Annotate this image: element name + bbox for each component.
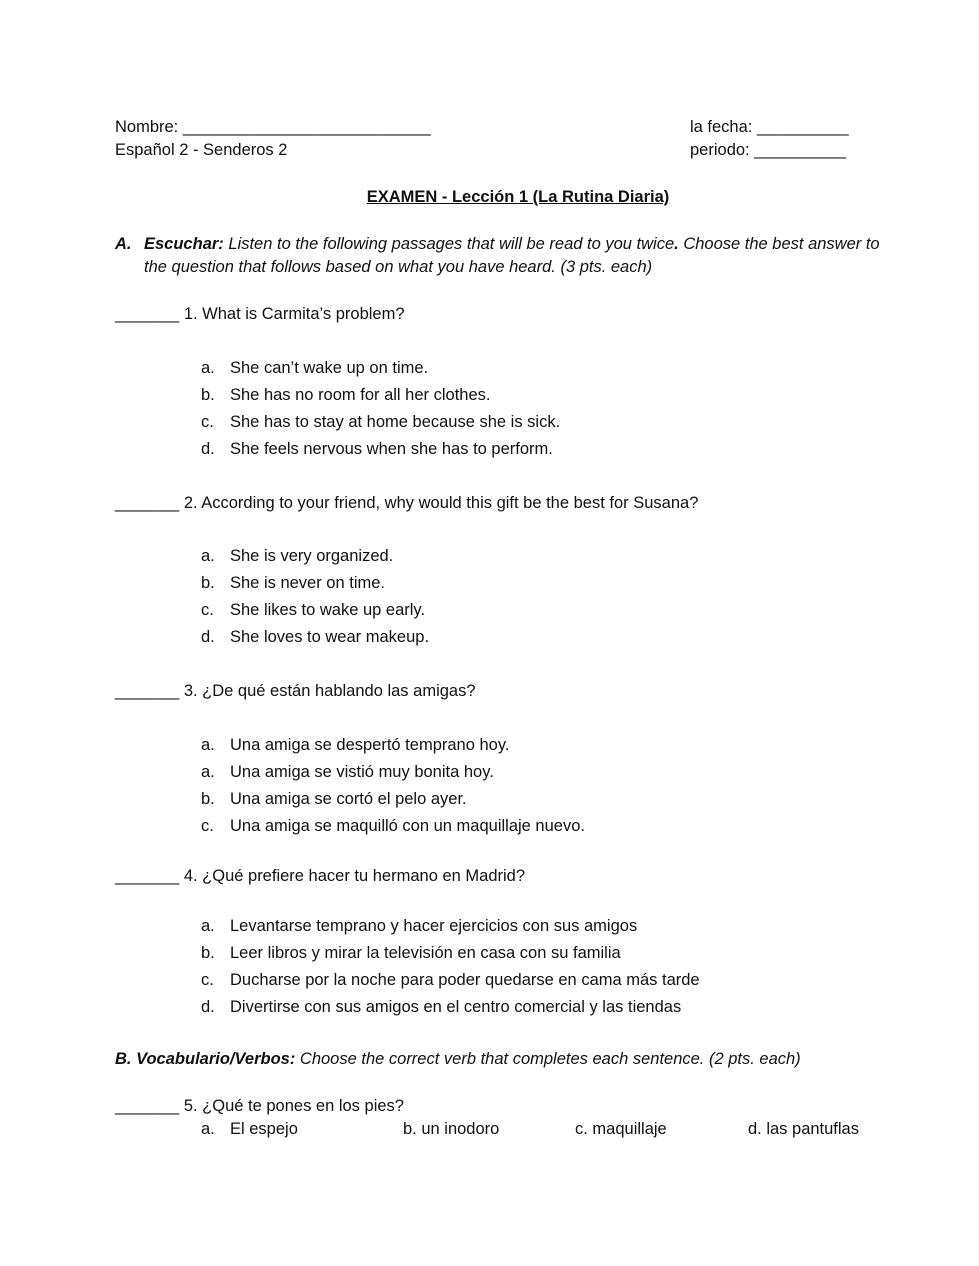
q2-option-text: She likes to wake up early.	[230, 601, 426, 619]
section-a-instructions-dot: .	[674, 235, 679, 253]
q3-option-text: Una amiga se vistió muy bonita hoy.	[230, 763, 494, 781]
q3-option-letter: c.	[201, 817, 214, 835]
q2-option-text: She loves to wear makeup.	[230, 628, 430, 646]
q4-option-text: Leer libros y mirar la televisión en casa con su familia	[230, 944, 621, 962]
section-a-instructions-line2: the question that follows based on what you have heard. (3 pts. each)	[144, 258, 653, 276]
q3-option-letter: a.	[201, 736, 215, 754]
q5-option-b: b. un inodoro	[403, 1120, 500, 1138]
question-2: _______ 2. According to your friend, why would this gift be the best for Susana?	[115, 494, 699, 512]
section-a-marker: A.	[115, 235, 132, 253]
q5-option-letter: a.	[201, 1120, 215, 1138]
q3-option-text: Una amiga se despertó temprano hoy.	[230, 736, 510, 754]
q1-option-letter: a.	[201, 359, 215, 377]
exam-title: EXAMEN - Lección 1 (La Rutina Diaria)	[366, 188, 670, 206]
q1-option-text: She has no room for all her clothes.	[230, 386, 491, 404]
q4-option-letter: c.	[201, 971, 214, 989]
section-b-instructions-text: Choose the correct verb that completes each sentence. (2 pts. each)	[295, 1050, 801, 1068]
name-field-label: Nombre: ___________________________	[115, 118, 431, 136]
q1-option-letter: d.	[201, 440, 215, 458]
q2-option-text: She is very organized.	[230, 547, 394, 565]
q2-option-letter: d.	[201, 628, 215, 646]
section-a-instructions-line1	[144, 233, 880, 256]
q1-option-letter: c.	[201, 413, 214, 431]
section-a-instructions-part1: Listen to the following passages that will be read to you twice	[223, 235, 675, 253]
q4-option-letter: a.	[201, 917, 215, 935]
q1-option-text: She has to stay at home because she is sick.	[230, 413, 561, 431]
q3-option-letter: b.	[201, 790, 215, 808]
section-b-instructions	[115, 1048, 801, 1071]
q4-option-text: Levantarse temprano y hacer ejercicios con sus amigos	[230, 917, 638, 935]
question-4: _______ 4. ¿Qué prefiere hacer tu hermano en Madrid?	[115, 867, 526, 885]
q3-option-letter: a.	[201, 763, 215, 781]
q3-option-text: Una amiga se maquilló con un maquillaje nuevo.	[230, 817, 585, 835]
section-a-instructions-part2: Choose the best answer to	[678, 235, 880, 253]
q3-option-text: Una amiga se cortó el pelo ayer.	[230, 790, 467, 808]
q4-option-letter: d.	[201, 998, 215, 1016]
q5-option-d: d. las pantuflas	[748, 1120, 859, 1138]
section-a-heading: Escuchar:	[144, 235, 224, 253]
q1-option-letter: b.	[201, 386, 215, 404]
q4-option-text: Ducharse por la noche para poder quedarse en cama más tarde	[230, 971, 700, 989]
question-3: _______ 3. ¿De qué están hablando las amigas?	[115, 682, 476, 700]
date-field-label: la fecha: __________	[690, 118, 849, 136]
question-1: _______ 1. What is Carmita’s problem?	[115, 305, 405, 323]
course-label: Español 2 - Senderos 2	[115, 141, 288, 159]
section-b-heading: B. Vocabulario/Verbos:	[115, 1050, 296, 1068]
q2-option-letter: b.	[201, 574, 215, 592]
question-5: _______ 5. ¿Qué te pones en los pies?	[115, 1097, 404, 1115]
q5-option-a: El espejo	[230, 1120, 298, 1138]
q2-option-letter: a.	[201, 547, 215, 565]
q2-option-letter: c.	[201, 601, 214, 619]
period-field-label: periodo: __________	[690, 141, 846, 159]
q4-option-text: Divertirse con sus amigos en el centro comercial y las tiendas	[230, 998, 682, 1016]
q5-option-c: c. maquillaje	[575, 1120, 667, 1138]
q2-option-text: She is never on time.	[230, 574, 385, 592]
q4-option-letter: b.	[201, 944, 215, 962]
q1-option-text: She can’t wake up on time.	[230, 359, 429, 377]
q1-option-text: She feels nervous when she has to perform.	[230, 440, 553, 458]
